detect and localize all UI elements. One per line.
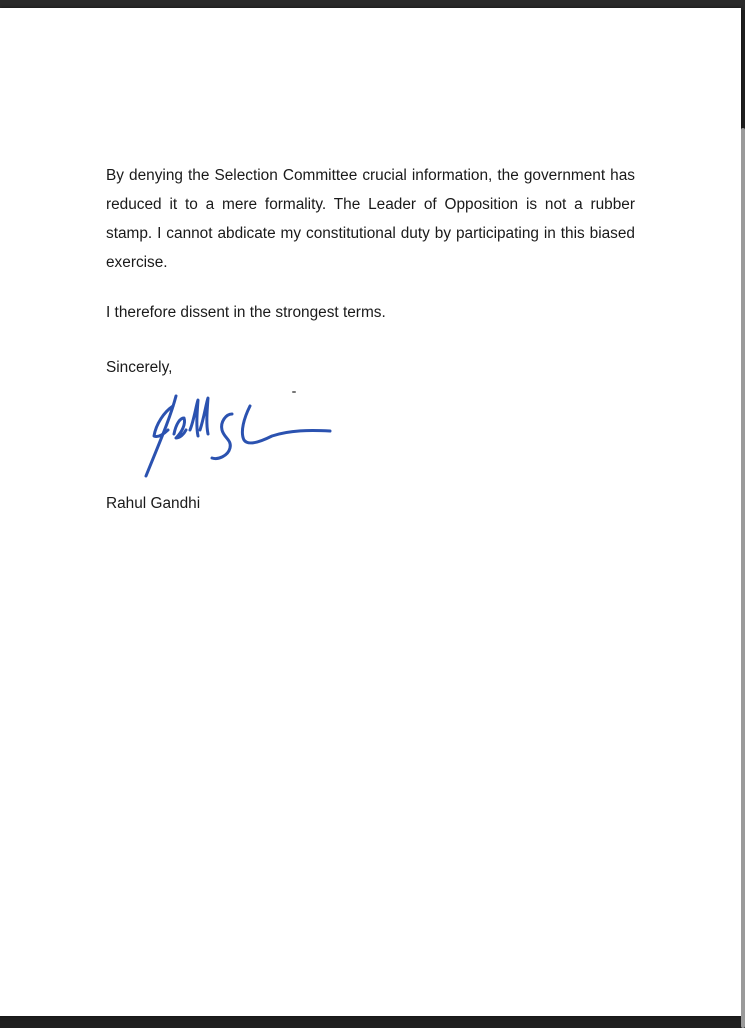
scan-speck — [292, 391, 296, 393]
closing-salutation: Sincerely, — [106, 359, 173, 376]
body-paragraph-2: I therefore dissent in the strongest terms. — [106, 304, 386, 321]
body-paragraph-1: By denying the Selection Committee crucial information, the government has reduced it to a mere formality. The Leader of Opposition is not a rubber stamp. I cannot abdicate my constitutional duty by participating in this biased exercise. — [106, 167, 635, 271]
signer-name: Rahul Gandhi — [106, 495, 201, 512]
vertical-scrollbar[interactable] — [741, 128, 745, 1028]
document-page — [0, 8, 741, 1016]
handwritten-signature — [140, 384, 340, 484]
